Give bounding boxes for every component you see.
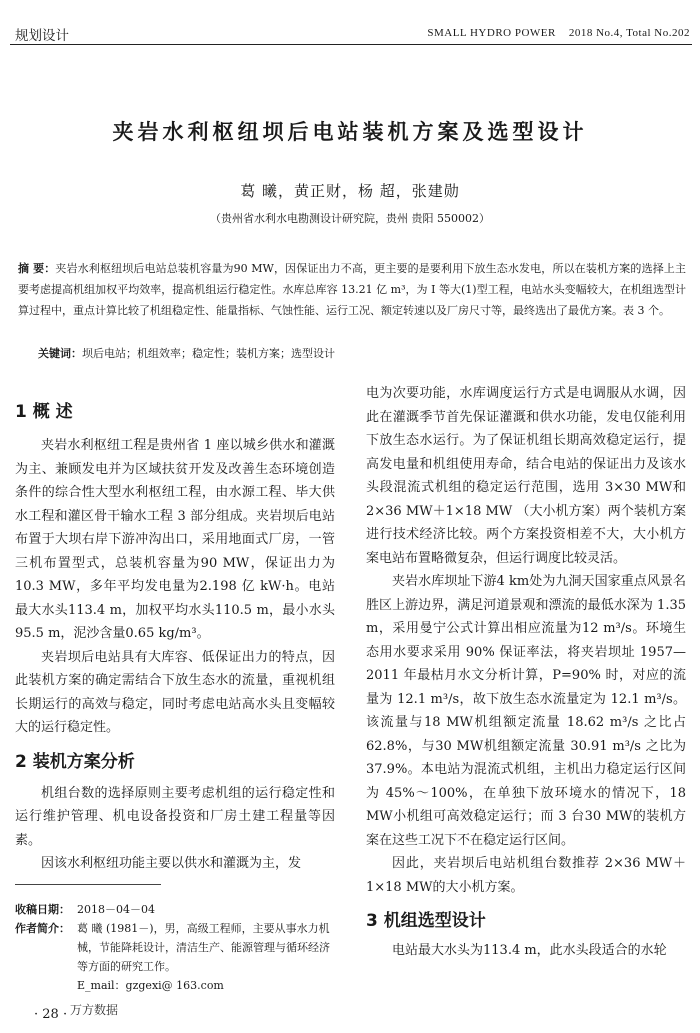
journal-name: SMALL HYDRO POWER <box>427 27 556 39</box>
section-2-heading: 2 装机方案分析 <box>15 751 135 772</box>
author-bio <box>77 919 340 995</box>
article-title: 夹岩水利枢纽坝后电站装机方案及选型设计 <box>112 120 588 144</box>
keywords-text: 坝后电站；机组效率；稳定性；装机方案；选型设计 <box>82 347 335 360</box>
section-2-paragraph-4: 夹岩水库坝址下游4 km处为九洞天国家重点风景名胜区上游边界，满足河道景观和漂流的最低水深为 1.35 m，采用曼宁公式计算出相应流量为12 m³/s。环境生态用水要求采用 90% 保证率法，将夹岩坝址 1957—2011 年最枯月水文分析计算，P=90% 时，对应的流量为 12.1 m³/s，故下放生态水流量定为 12.1 m³/s。该流量与18 MW机组额定流量 18.62 m³/s 之比占 62.8%，与30 MW机组额定流量 30.91 m³/s 之比为 37.9%。本电站为混流式机组，主机出力稳定运行区间为 45%～100%，在单独下放环境水的情况下，18 MW小机组可高效稳定运行；而 3 台30 MW的装机方案在这些工况下不在稳定运行区间。 <box>366 574 686 848</box>
footnote-rule <box>15 884 161 885</box>
author-bio-label: 作者简介： <box>15 922 70 935</box>
header-rule <box>10 44 692 45</box>
section-2-paragraph-3: 电为次要功能，水库调度运行方式是电调服从水调，因此在灌溉季节首先保证灌溉和供水功能，发电仅能利用下放生态水运行。为了保证机组长期高效稳定运行，提高发电量和机组使用寿命，结合电站的保证出力及该水头段混流式机组的稳定运行范围，选用 3×30 MW和 2×36 MW＋1×18 MW （大小机方案）两个装机方案进行技术经济比较。两个方案投资相差不大，大小机方案电站布置略微复杂，但运行调度比较灵活。 <box>366 386 686 566</box>
left-column <box>15 382 335 876</box>
section-1-paragraph-1: 夹岩水利枢纽工程是贵州省 1 座以城乡供水和灌溉为主、兼顾发电并为区域扶贫开发及改善生态环境创造条件的综合性大型水利枢纽工程，由水源工程、毕大供水工程和灌区骨干输水工程 3 部分组成。夹岩坝后电站布置于大坝右岸下游冲沟出口，采用地面式厂房，一管三机布置型式，总装机容量为90 MW，保证出力为10.3 MW，多年平均发电量为2.198 亿 kW·h。电站最大水头113.4 m，加权平均水头110.5 m，最小水头95.5 m，泥沙含量0.65 kg/m³。 <box>15 438 335 641</box>
abstract <box>18 258 686 321</box>
keywords-label: 关键词： <box>38 347 82 360</box>
right-column <box>366 382 686 963</box>
abstract-label: 摘 要： <box>18 262 56 275</box>
watermark: 万方数据 <box>70 1003 119 1017</box>
received-date-label: 收稿日期： <box>15 903 70 916</box>
author-email: E_mail：gzgexi@ 163.com <box>77 979 224 992</box>
author-bio-row <box>15 919 340 995</box>
footnote <box>15 900 340 995</box>
section-1-heading: 1 概 述 <box>15 402 73 422</box>
section-1-paragraph-2: 夹岩坝后电站具有大库容、低保证出力的特点，因此装机方案的确定需结合下放生态水的流量，重视机组长期运行的高效与稳定，同时考虑电站高水头且变幅较大的运行稳定性。 <box>15 649 335 735</box>
section-3-heading: 3 机组选型设计 <box>366 911 486 931</box>
section-2-paragraph-5: 因此，夹岩坝后电站机组台数推荐 2×36 MW＋1×18 MW的大小机方案。 <box>366 856 686 895</box>
section-2-paragraph-1: 机组台数的选择原则主要考虑机组的运行稳定性和运行维护管理、机电设备投资和厂房土建工程量等因素。 <box>15 785 335 848</box>
section-3-paragraph-1: 电站最大水头为113.4 m，此水头段适合的水轮 <box>392 943 667 958</box>
received-date: 2018－04－04 <box>77 903 155 916</box>
abstract-text: 夹岩水利枢纽坝后电站总装机容量为90 MW，因保证出力不高，更主要的是要利用下放生态水发电，所以在装机方案的选择上主要考虑提高机组加权平均效率，提高机组运行稳定性。水库总库容 13.21 亿 m³，为 Ⅰ 等大(1)型工程，电站水头变幅较大，在机组选型计算过程中，重点计算比较了机组稳定性、能量指标、气蚀性能、运行工况、额定转速以及厂房尺寸等，最终选出了最优方案。表 3 个。 <box>18 262 686 317</box>
keywords <box>38 346 678 362</box>
affiliation: （贵州省水利水电勘测设计研究院，贵州 贵阳 550002） <box>210 212 490 225</box>
section-header-label: 规划设计 <box>15 28 69 44</box>
author-bio-text: 葛 曦 (1981－)，男，高级工程师，主要从事水力机械，节能降耗设计，清洁生产、能源管理与循环经济等方面的研究工作。 <box>77 922 330 973</box>
authors: 葛 曦，黄正财，杨 超，张建勋 <box>240 182 460 200</box>
journal-header <box>427 27 690 39</box>
journal-issue: 2018 No.4, Total No.202 <box>568 27 690 39</box>
page-number: · 28 · <box>34 1007 68 1022</box>
section-2-paragraph-2: 因该水利枢纽功能主要以供水和灌溉为主，发 <box>41 856 302 871</box>
received-date-row <box>15 900 340 919</box>
